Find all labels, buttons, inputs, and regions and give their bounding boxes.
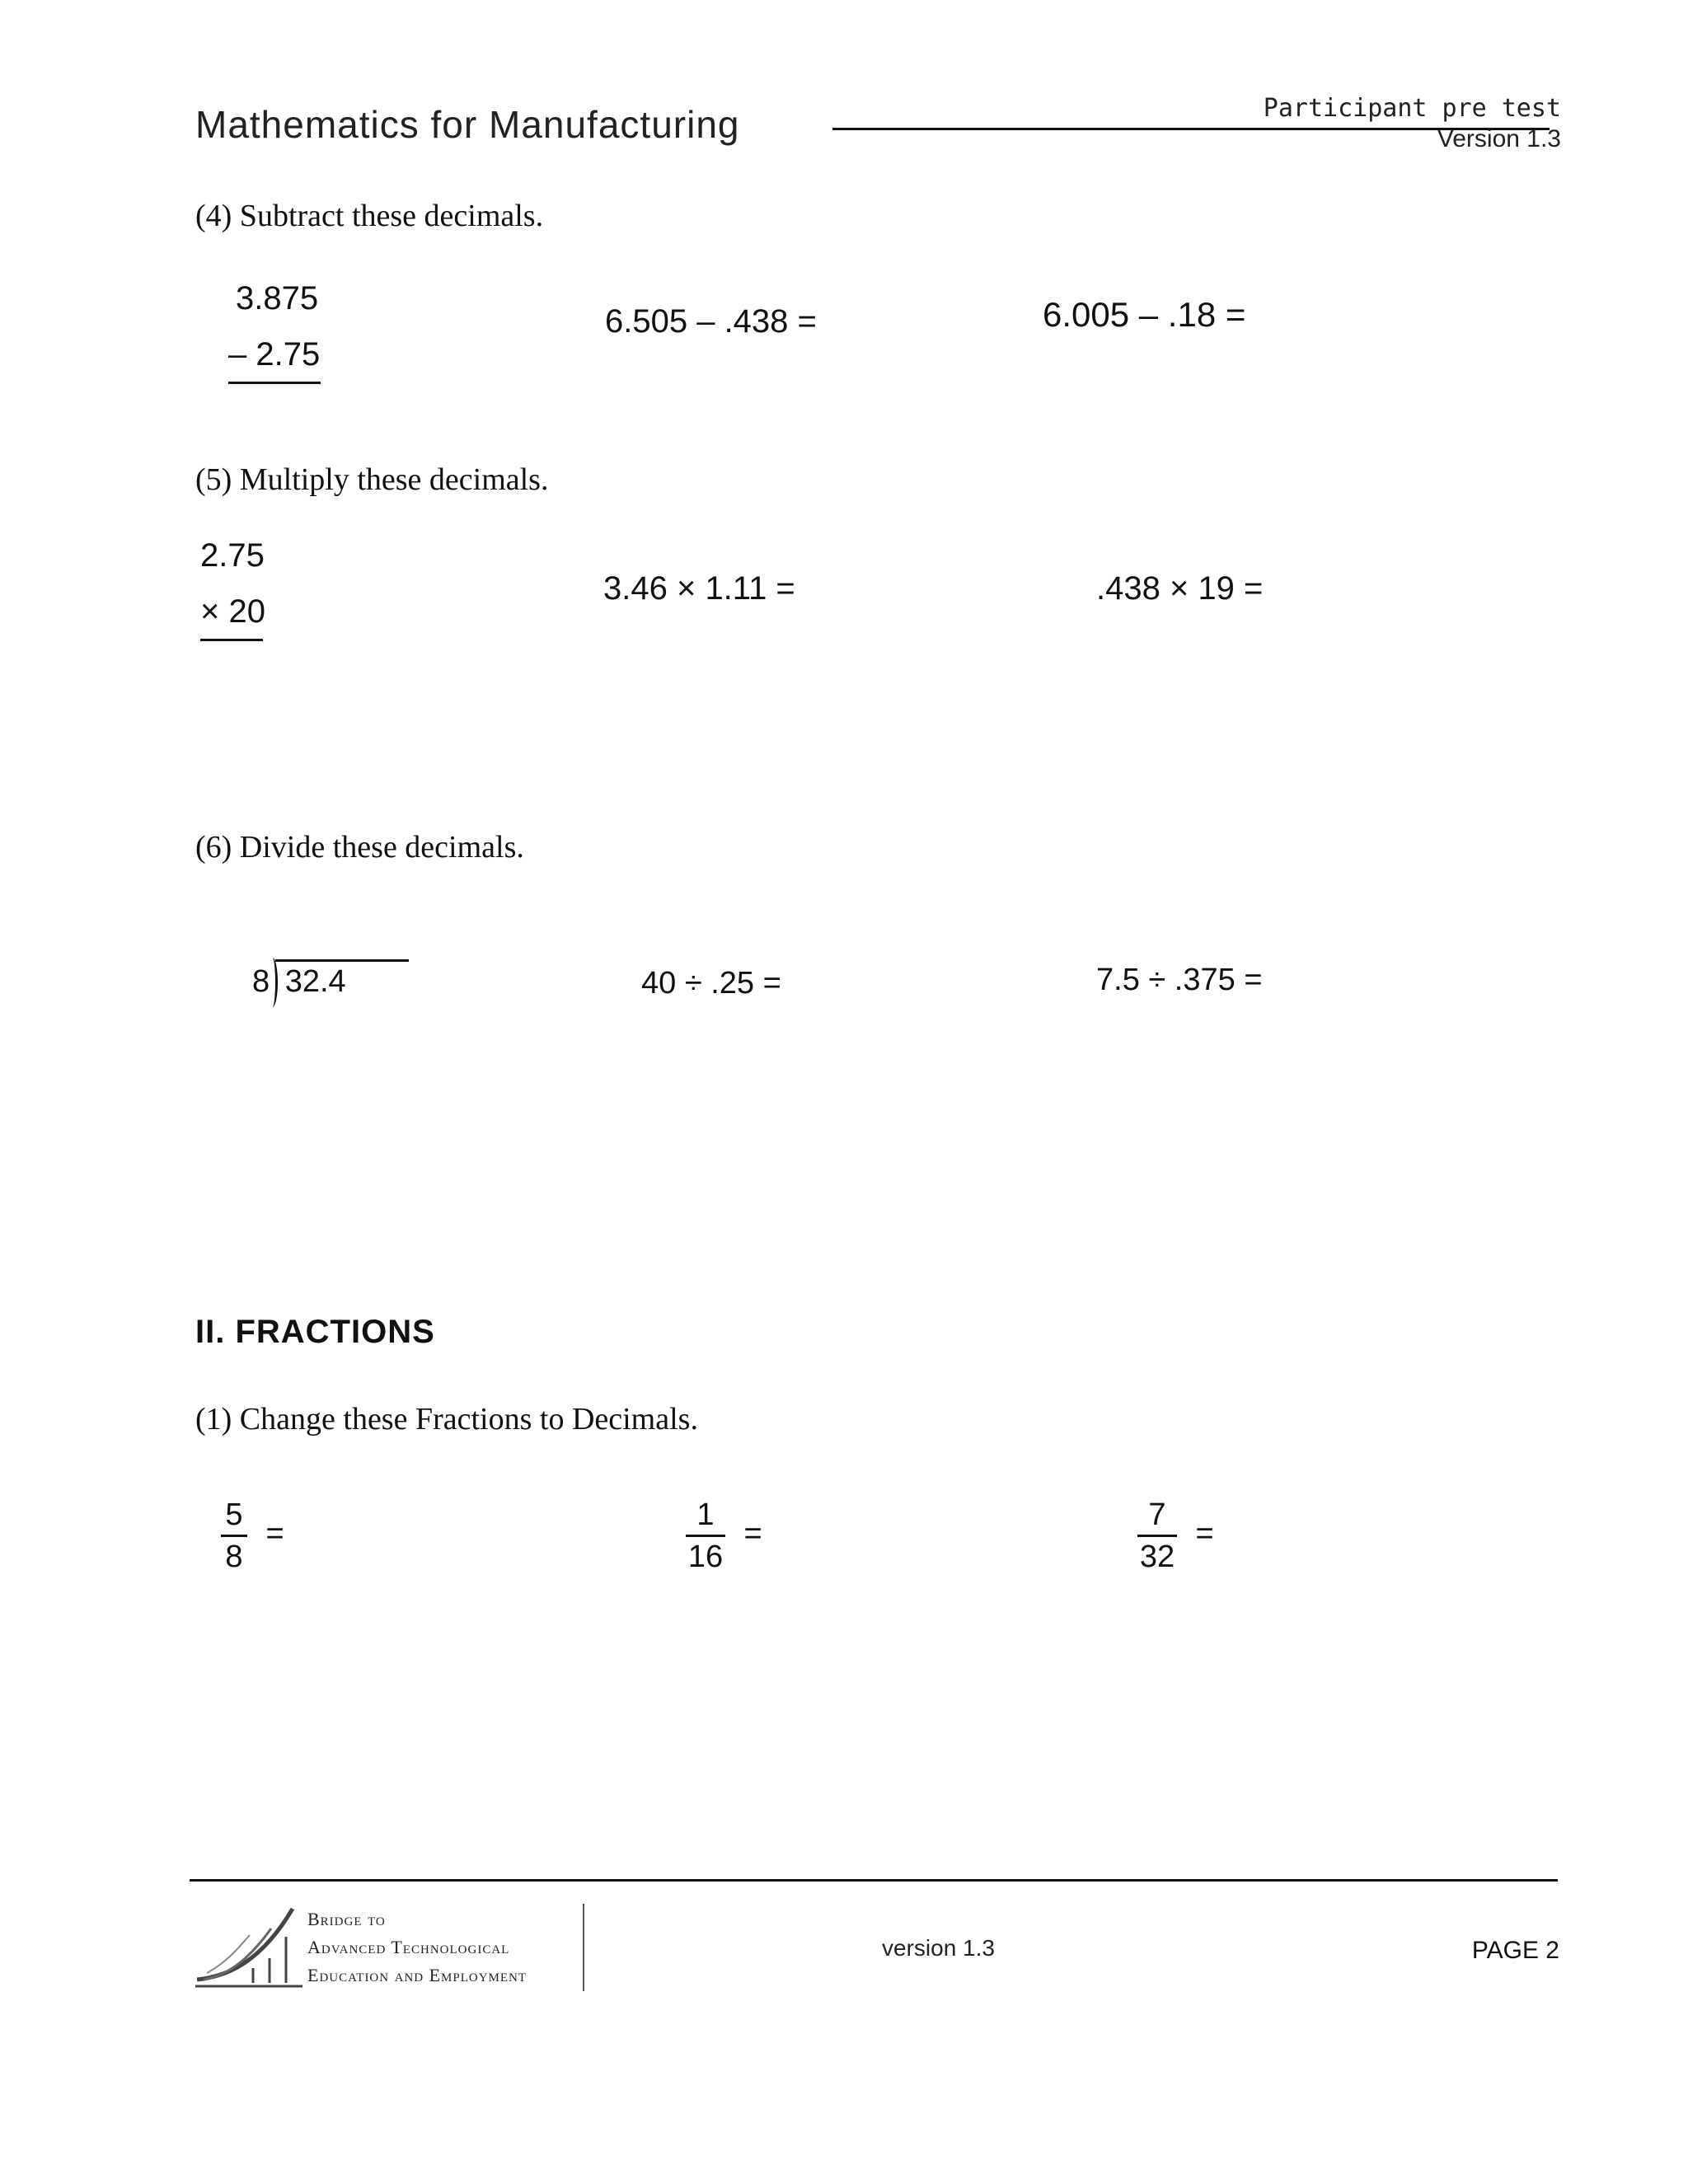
logo-line: Advanced Technological [307, 1937, 510, 1957]
fraction-denominator: 8 [225, 1540, 243, 1574]
fraction-denominator: 32 [1139, 1540, 1175, 1574]
document-title: Mathematics for Manufacturing [195, 103, 740, 146]
q5-expression-3: .438 × 19 = [1096, 570, 1264, 607]
fraction-numerator: 7 [1148, 1497, 1166, 1532]
q6-expression-3: 7.5 ÷ .375 = [1096, 963, 1263, 997]
logo-line: Bridge to [307, 1909, 386, 1929]
q5-expression-2: 3.46 × 1.11 = [603, 570, 795, 607]
long-division-divisor: 8 [252, 964, 270, 999]
fraction [221, 1497, 247, 1575]
fraction-item [221, 1497, 284, 1575]
fraction-bar [221, 1535, 247, 1537]
long-division-bracket [267, 958, 278, 1007]
q6-expression-2: 40 ÷ .25 = [641, 966, 781, 1001]
long-division-dividend: 32.4 [284, 964, 346, 999]
fraction-bar [1137, 1535, 1177, 1537]
q5-stacked-bottom: × 20 [200, 593, 263, 641]
section-title-fractions: II. FRACTIONS [195, 1314, 435, 1350]
q4-stacked-top: 3.875 [236, 280, 319, 316]
page-number: PAGE 2 [1471, 1937, 1559, 1964]
equals-sign: = [743, 1516, 762, 1551]
q4-expression-3: 6.005 – .18 = [1043, 295, 1246, 334]
header-version: Version 1.3 [1437, 125, 1561, 152]
bridge-logo [195, 1904, 591, 1991]
logo-divider [583, 1904, 584, 1991]
long-division-bar [275, 959, 409, 962]
q4-expression-2: 6.505 – .438 = [605, 303, 817, 340]
fraction-bar [686, 1535, 725, 1537]
long-division [252, 964, 346, 1000]
fraction [1137, 1497, 1177, 1575]
footer-rule [190, 1879, 1558, 1882]
q4-stacked-bottom: – 2.75 [228, 336, 321, 384]
equals-sign: = [265, 1516, 284, 1551]
logo-text [307, 1905, 527, 1990]
equals-sign: = [1195, 1516, 1214, 1551]
header-subtitle: Participant pre test [1263, 94, 1561, 123]
bridge-logo-icon [195, 1904, 302, 1991]
logo-line: Education and Employment [307, 1965, 528, 1985]
fraction-item [1137, 1497, 1214, 1575]
fraction-denominator: 16 [687, 1540, 724, 1574]
q5-heading: (5) Multiply these decimals. [195, 462, 549, 497]
fraction [686, 1497, 725, 1575]
fraction-numerator: 1 [696, 1497, 715, 1532]
fractions-q1-heading: (1) Change these Fractions to Decimals. [195, 1402, 698, 1436]
footer-version: version 1.3 [882, 1935, 995, 1961]
q5-stacked-top: 2.75 [200, 537, 265, 574]
q6-heading: (6) Divide these decimals. [195, 830, 524, 865]
fraction-item [686, 1497, 762, 1575]
q4-heading: (4) Subtract these decimals. [195, 199, 544, 233]
fraction-numerator: 5 [225, 1497, 243, 1532]
